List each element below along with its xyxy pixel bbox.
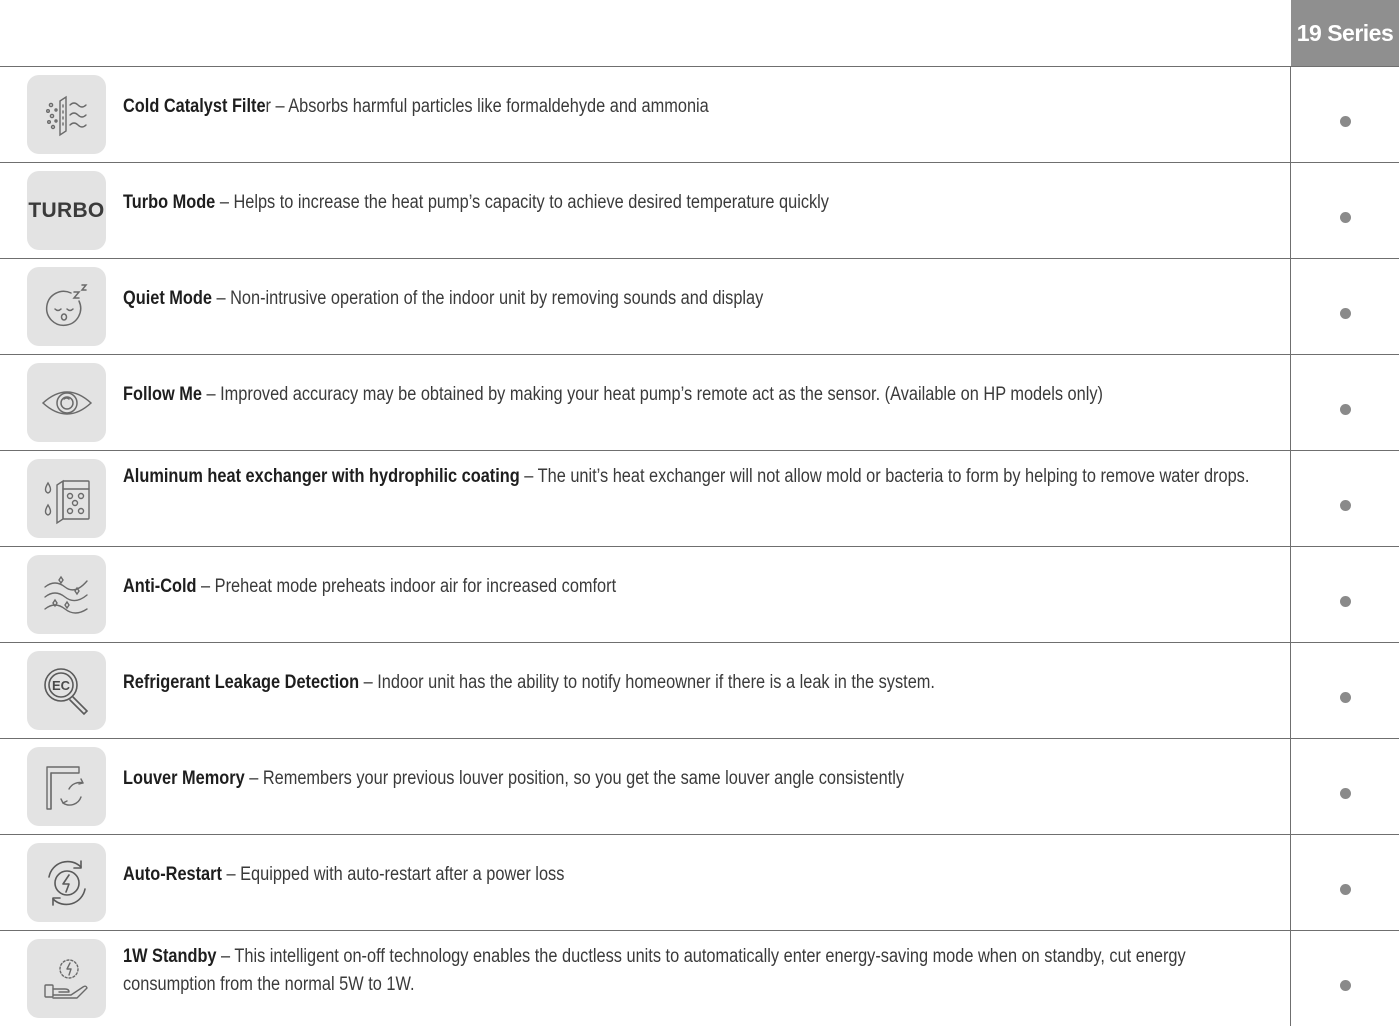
feature-title: Quiet Mode [123,288,212,309]
feature-icon-tile [27,747,106,826]
feature-title: Louver Memory [123,768,245,789]
feature-text: – Improved accuracy may be obtained by making your heat pump’s remote act as the sensor. (Available on HP models only) [201,384,1103,405]
feature-description [123,381,1258,409]
anti-cold-wind-icon [39,567,95,623]
availability-dot [1340,116,1351,127]
leak-icon-label: EC [51,677,70,693]
feature-title: Refrigerant Leakage Detection [123,672,360,693]
feature-description [123,765,1258,793]
table-row [0,67,1399,163]
feature-text: – The unit’s heat exchanger will not allow mold or bacteria to form by helping to remove water drops. [519,466,1250,487]
feature-description [123,573,1258,601]
feature-title: Anti-Cold [123,576,197,597]
availability-cell [1291,451,1399,546]
sleeping-face-icon [39,279,95,335]
availability-cell [1291,547,1399,642]
feature-icon-tile [27,459,106,538]
leak-detection-magnifier-icon [39,663,95,719]
feature-text: – Equipped with auto-restart after a power loss [221,864,565,885]
feature-text: – Indoor unit has the ability to notify homeowner if there is a leak in the system. [359,672,935,693]
availability-cell [1291,643,1399,738]
feature-text: – This intelligent on-off technology enables the ductless units to automatically enter energy-saving mode when on standby, cut energy consumption from the normal 5W to 1W. [123,946,1186,995]
availability-dot [1340,500,1351,511]
feature-title: Aluminum heat exchanger with hydrophilic coating [123,466,520,487]
feature-icon-tile [27,171,106,250]
feature-text: – Preheat mode preheats indoor air for increased comfort [196,576,617,597]
feature-description [123,861,1258,889]
availability-cell [1291,259,1399,354]
availability-cell [1291,355,1399,450]
feature-text: – Helps to increase the heat pump’s capacity to achieve desired temperature quickly [215,192,829,213]
feature-title: Follow Me [123,384,202,405]
feature-text: – Remembers your previous louver position, so you get the same louver angle consistently [244,768,905,789]
availability-dot [1340,884,1351,895]
auto-restart-icon [39,855,95,911]
table-row [0,643,1399,739]
feature-title: Auto-Restart [123,864,222,885]
availability-dot [1340,212,1351,223]
feature-icon-tile [27,267,106,346]
availability-dot [1340,308,1351,319]
availability-cell [1291,67,1399,162]
availability-dot [1340,788,1351,799]
availability-cell [1291,163,1399,258]
feature-description [123,189,1258,217]
feature-icon-tile [27,843,106,922]
table-row [0,931,1399,1026]
feature-title-tail: r [265,96,271,117]
series-column-header [1291,0,1399,66]
feature-icon-tile [27,363,106,442]
feature-title: 1W Standby [123,946,217,967]
feature-table [0,66,1399,1026]
availability-cell [1291,931,1399,1026]
feature-description [123,463,1258,491]
heat-exchanger-droplets-icon [39,471,95,527]
table-row [0,739,1399,835]
availability-dot [1340,596,1351,607]
availability-dot [1340,692,1351,703]
series-header-label: 19 Series [1296,19,1394,46]
feature-icon-tile [27,651,106,730]
louver-memory-icon [39,759,95,815]
feature-title: Turbo Mode [123,192,216,213]
availability-cell [1291,739,1399,834]
feature-icon-tile [27,939,106,1018]
feature-description [123,669,1258,697]
table-row [0,835,1399,931]
feature-text: – Non-intrusive operation of the indoor unit by removing sounds and display [211,288,764,309]
feature-text: – Absorbs harmful particles like formaldehyde and ammonia [270,96,709,117]
table-row [0,451,1399,547]
availability-cell [1291,835,1399,930]
feature-icon-tile [27,75,106,154]
eye-icon [39,375,95,431]
table-row [0,355,1399,451]
standby-power-hand-icon [39,951,95,1007]
feature-description [123,93,1258,121]
cold-catalyst-filter-icon [39,87,95,143]
turbo-icon: TURBO [28,198,105,222]
feature-description [123,943,1258,999]
availability-dot [1340,980,1351,991]
table-row [0,163,1399,259]
feature-title: Cold Catalyst Filte [123,96,266,117]
table-row [0,259,1399,355]
availability-dot [1340,404,1351,415]
feature-description [123,285,1258,313]
table-row [0,547,1399,643]
feature-icon-tile [27,555,106,634]
